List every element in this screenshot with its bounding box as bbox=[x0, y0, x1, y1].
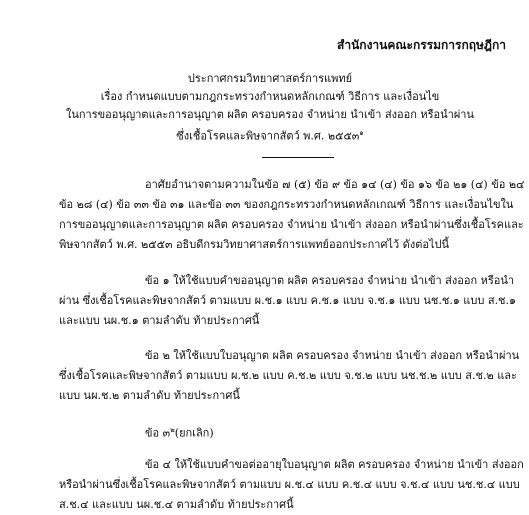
clause-1-line-3: และแบบ นผ.ช.๑ ตามลำดับ ท้ายประกาศนี้ bbox=[59, 314, 260, 327]
clause-4-line-3: ส.ช.๔ และแบบ นผ.ช.๔ ตามลำดับ ท้ายประกาศนี้ bbox=[59, 498, 294, 511]
title-line-1: ประกาศกรมวิทยาศาสตร์การแพทย์ bbox=[187, 72, 353, 85]
clause-3-label: ข้อ ๓ bbox=[145, 426, 171, 440]
clause-3-repealed: (ยกเลิก) bbox=[174, 426, 214, 440]
preamble-line-4: พิษจากสัตว์ พ.ศ. ๒๕๕๓ อธิบดีกรมวิทยาศาสตร์การแพทย์ออกประกาศไว้ ดังต่อไปนี้ bbox=[59, 238, 449, 251]
clause-4-line-2: หรือนำผ่านซึ่งเชื้อโรคและพิษจากสัตว์ ตามแบบ ผ.ช.๔ แบบ ค.ช.๔ แบบ จ.ช.๔ แบบ นช.ช.๔ แบบ bbox=[59, 478, 520, 491]
clause-2-line-3: แบบ นผ.ช.๒ ตามลำดับ ท้ายประกาศนี้ bbox=[59, 389, 240, 402]
office-header: สำนักงานคณะกรรมการกฤษฎีกา bbox=[337, 38, 506, 52]
title-line-3: ในการขออนุญาตและการอนุญาต ผลิต ครอบครอง จำหน่าย นำเข้า ส่งออก หรือนำผ่าน bbox=[65, 108, 475, 121]
clause-3-line-1 bbox=[59, 420, 529, 444]
clause-4-paragraph bbox=[59, 455, 529, 515]
title-line-4-text: ซึ่งเชื้อโรคและพิษจากสัตว์ พ.ศ. ๒๕๕๓ bbox=[176, 129, 360, 143]
clause-1-line-2: ผ่าน ซึ่งเชื้อโรคและพิษจากสัตว์ ตามแบบ ผ.ช.๑ แบบ ค.ช.๑ แบบ จ.ช.๑ แบบ นช.ช.๑ แบบ ส.ช.๑ bbox=[59, 294, 517, 307]
footnote-marker-1: ๑ bbox=[359, 129, 364, 137]
clause-3-paragraph bbox=[59, 420, 529, 444]
clause-2-line-2: ซึ่งเชื้อโรคและพิษจากสัตว์ ตามแบบ ผ.ช.๒ แบบ ค.ช.๒ แบบ จ.ช.๒ แบบ นช.ช.๒ แบบ ส.ช.๒ และ bbox=[59, 369, 517, 382]
clause-2-line-1: ข้อ ๒ ให้ใช้แบบใบอนุญาต ผลิต ครอบครอง จำหน่าย นำเข้า ส่งออก หรือนำผ่าน bbox=[145, 349, 520, 362]
preamble-paragraph bbox=[59, 175, 529, 255]
announcement-title bbox=[60, 70, 480, 146]
preamble-line-1: อาศัยอำนาจตามความในข้อ ๗ (๕) ข้อ ๙ ข้อ ๑๔ (๔) ข้อ ๑๖ ข้อ ๒๑ (๔) ข้อ ๒๔ bbox=[145, 178, 525, 191]
preamble-line-2: ข้อ ๒๘ (๔) ข้อ ๓๓ ข้อ ๓๑ และข้อ ๓๓ ของกฎกระทรวงกำหนดหลักเกณฑ์ วิธีการ และเงื่อนไขใน bbox=[59, 198, 514, 211]
title-line-2: เรื่อง กำหนดแบบตามกฎกระทรวงกำหนดหลักเกณฑ์ วิธีการ และเงื่อนไข bbox=[100, 90, 440, 103]
clause-4-line-1: ข้อ ๔ ให้ใช้แบบคำขอต่ออายุใบอนุญาต ผลิต ครอบครอง จำหน่าย นำเข้า ส่งออก bbox=[145, 458, 524, 471]
clause-1-paragraph bbox=[59, 271, 529, 331]
clause-1-line-1: ข้อ ๑ ให้ใช้แบบคำขออนุญาต ผลิต ครอบครอง จำหน่าย นำเข้า ส่งออก หรือนำ bbox=[145, 274, 515, 287]
preamble-line-3: การขออนุญาตและการอนุญาต ผลิต ครอบครอง จำหน่าย นำเข้า ส่งออก หรือนำผ่านซึ่งเชื้อโรคและ bbox=[59, 218, 524, 231]
title-line-4 bbox=[60, 124, 480, 146]
title-divider bbox=[262, 157, 334, 158]
clause-2-paragraph bbox=[59, 346, 529, 406]
footnote-marker-2: ๒ bbox=[170, 426, 175, 434]
